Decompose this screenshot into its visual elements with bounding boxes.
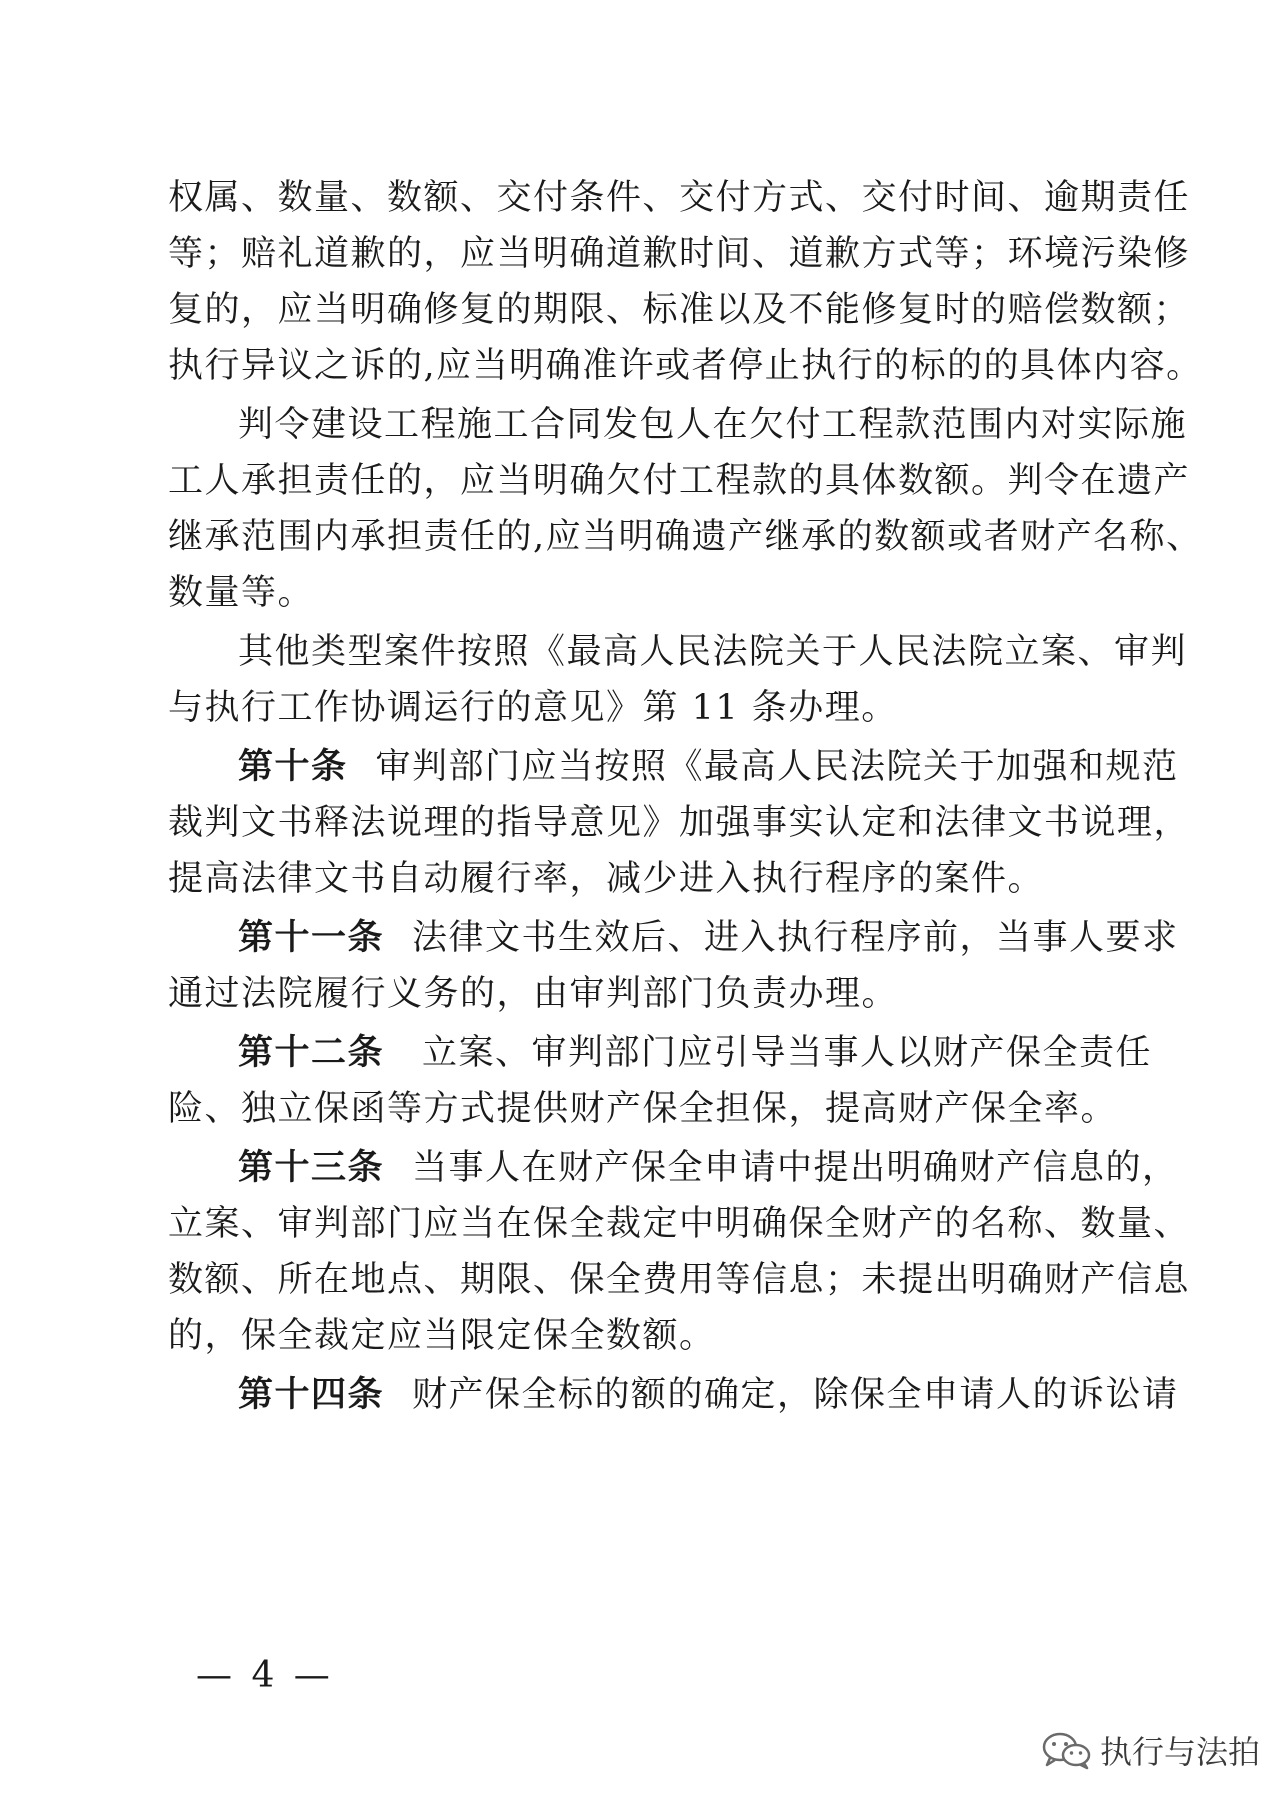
article-12-line xyxy=(238,1031,1153,1075)
article-heading: 第十四条 xyxy=(238,1375,385,1415)
article-text: 法律文书生效后、进入执行程序前，当事人要求 xyxy=(412,918,1179,958)
article-11-line xyxy=(238,916,1179,960)
page-number: — 4 — xyxy=(196,1655,334,1696)
text-line: 裁判文书释法说理的指导意见》加强事实认定和法律文书说理， xyxy=(168,803,1191,843)
text-line: 执行异议之诉的,应当明确准许或者停止执行的标的的具体内容。 xyxy=(168,346,1203,386)
text-line: 判令建设工程施工合同发包人在欠付工程款范围内对实际施 xyxy=(238,405,1188,445)
article-heading: 第十二条 xyxy=(238,1033,385,1073)
text-line: 数额、所在地点、期限、保全费用等信息；未提出明确财产信息 xyxy=(168,1260,1191,1300)
text-line: 数量等。 xyxy=(168,573,315,613)
wechat-icon xyxy=(1040,1730,1092,1770)
article-14-line xyxy=(238,1373,1179,1417)
text-line: 工人承担责任的，应当明确欠付工程款的具体数额。判令在遗产 xyxy=(168,461,1191,501)
article-text: 立案、审判部门应引导当事人以财产保全责任 xyxy=(422,1033,1153,1073)
text-line: 立案、审判部门应当在保全裁定中明确保全财产的名称、数量、 xyxy=(168,1204,1191,1244)
watermark-text: 执行与法拍 xyxy=(1100,1733,1261,1771)
text-line: 权属、数量、数额、交付条件、交付方式、交付时间、逾期责任 xyxy=(168,178,1191,218)
article-text: 财产保全标的额的确定，除保全申请人的诉讼请 xyxy=(412,1375,1179,1415)
text-line: 险、独立保函等方式提供财产保全担保，提高财产保全率。 xyxy=(168,1089,1118,1129)
text-line: 与执行工作协调运行的意见》第 11 条办理。 xyxy=(168,688,898,728)
text-line: 等；赔礼道歉的，应当明确道歉时间、道歉方式等；环境污染修 xyxy=(168,234,1191,274)
text-line: 的，保全裁定应当限定保全数额。 xyxy=(168,1316,716,1356)
watermark xyxy=(1040,1725,1260,1775)
text-line: 提高法律文书自动履行率，减少进入执行程序的案件。 xyxy=(168,859,1045,899)
article-heading: 第十一条 xyxy=(238,918,385,958)
article-heading: 第十条 xyxy=(238,747,348,787)
article-text: 审判部门应当按照《最高人民法院关于加强和规范 xyxy=(375,747,1179,787)
text-line: 继承范围内承担责任的,应当明确遗产继承的数额或者财产名称、 xyxy=(168,517,1203,557)
text-line: 其他类型案件按照《最高人民法院关于人民法院立案、审判 xyxy=(238,632,1188,672)
article-text: 当事人在财产保全申请中提出明确财产信息的， xyxy=(412,1148,1179,1188)
text-line: 复的，应当明确修复的期限、标准以及不能修复时的赔偿数额； xyxy=(168,290,1191,330)
article-13-line xyxy=(238,1146,1179,1190)
text-line: 通过法院履行义务的，由审判部门负责办理。 xyxy=(168,974,899,1014)
article-heading: 第十三条 xyxy=(238,1148,385,1188)
article-10-line xyxy=(238,745,1179,789)
